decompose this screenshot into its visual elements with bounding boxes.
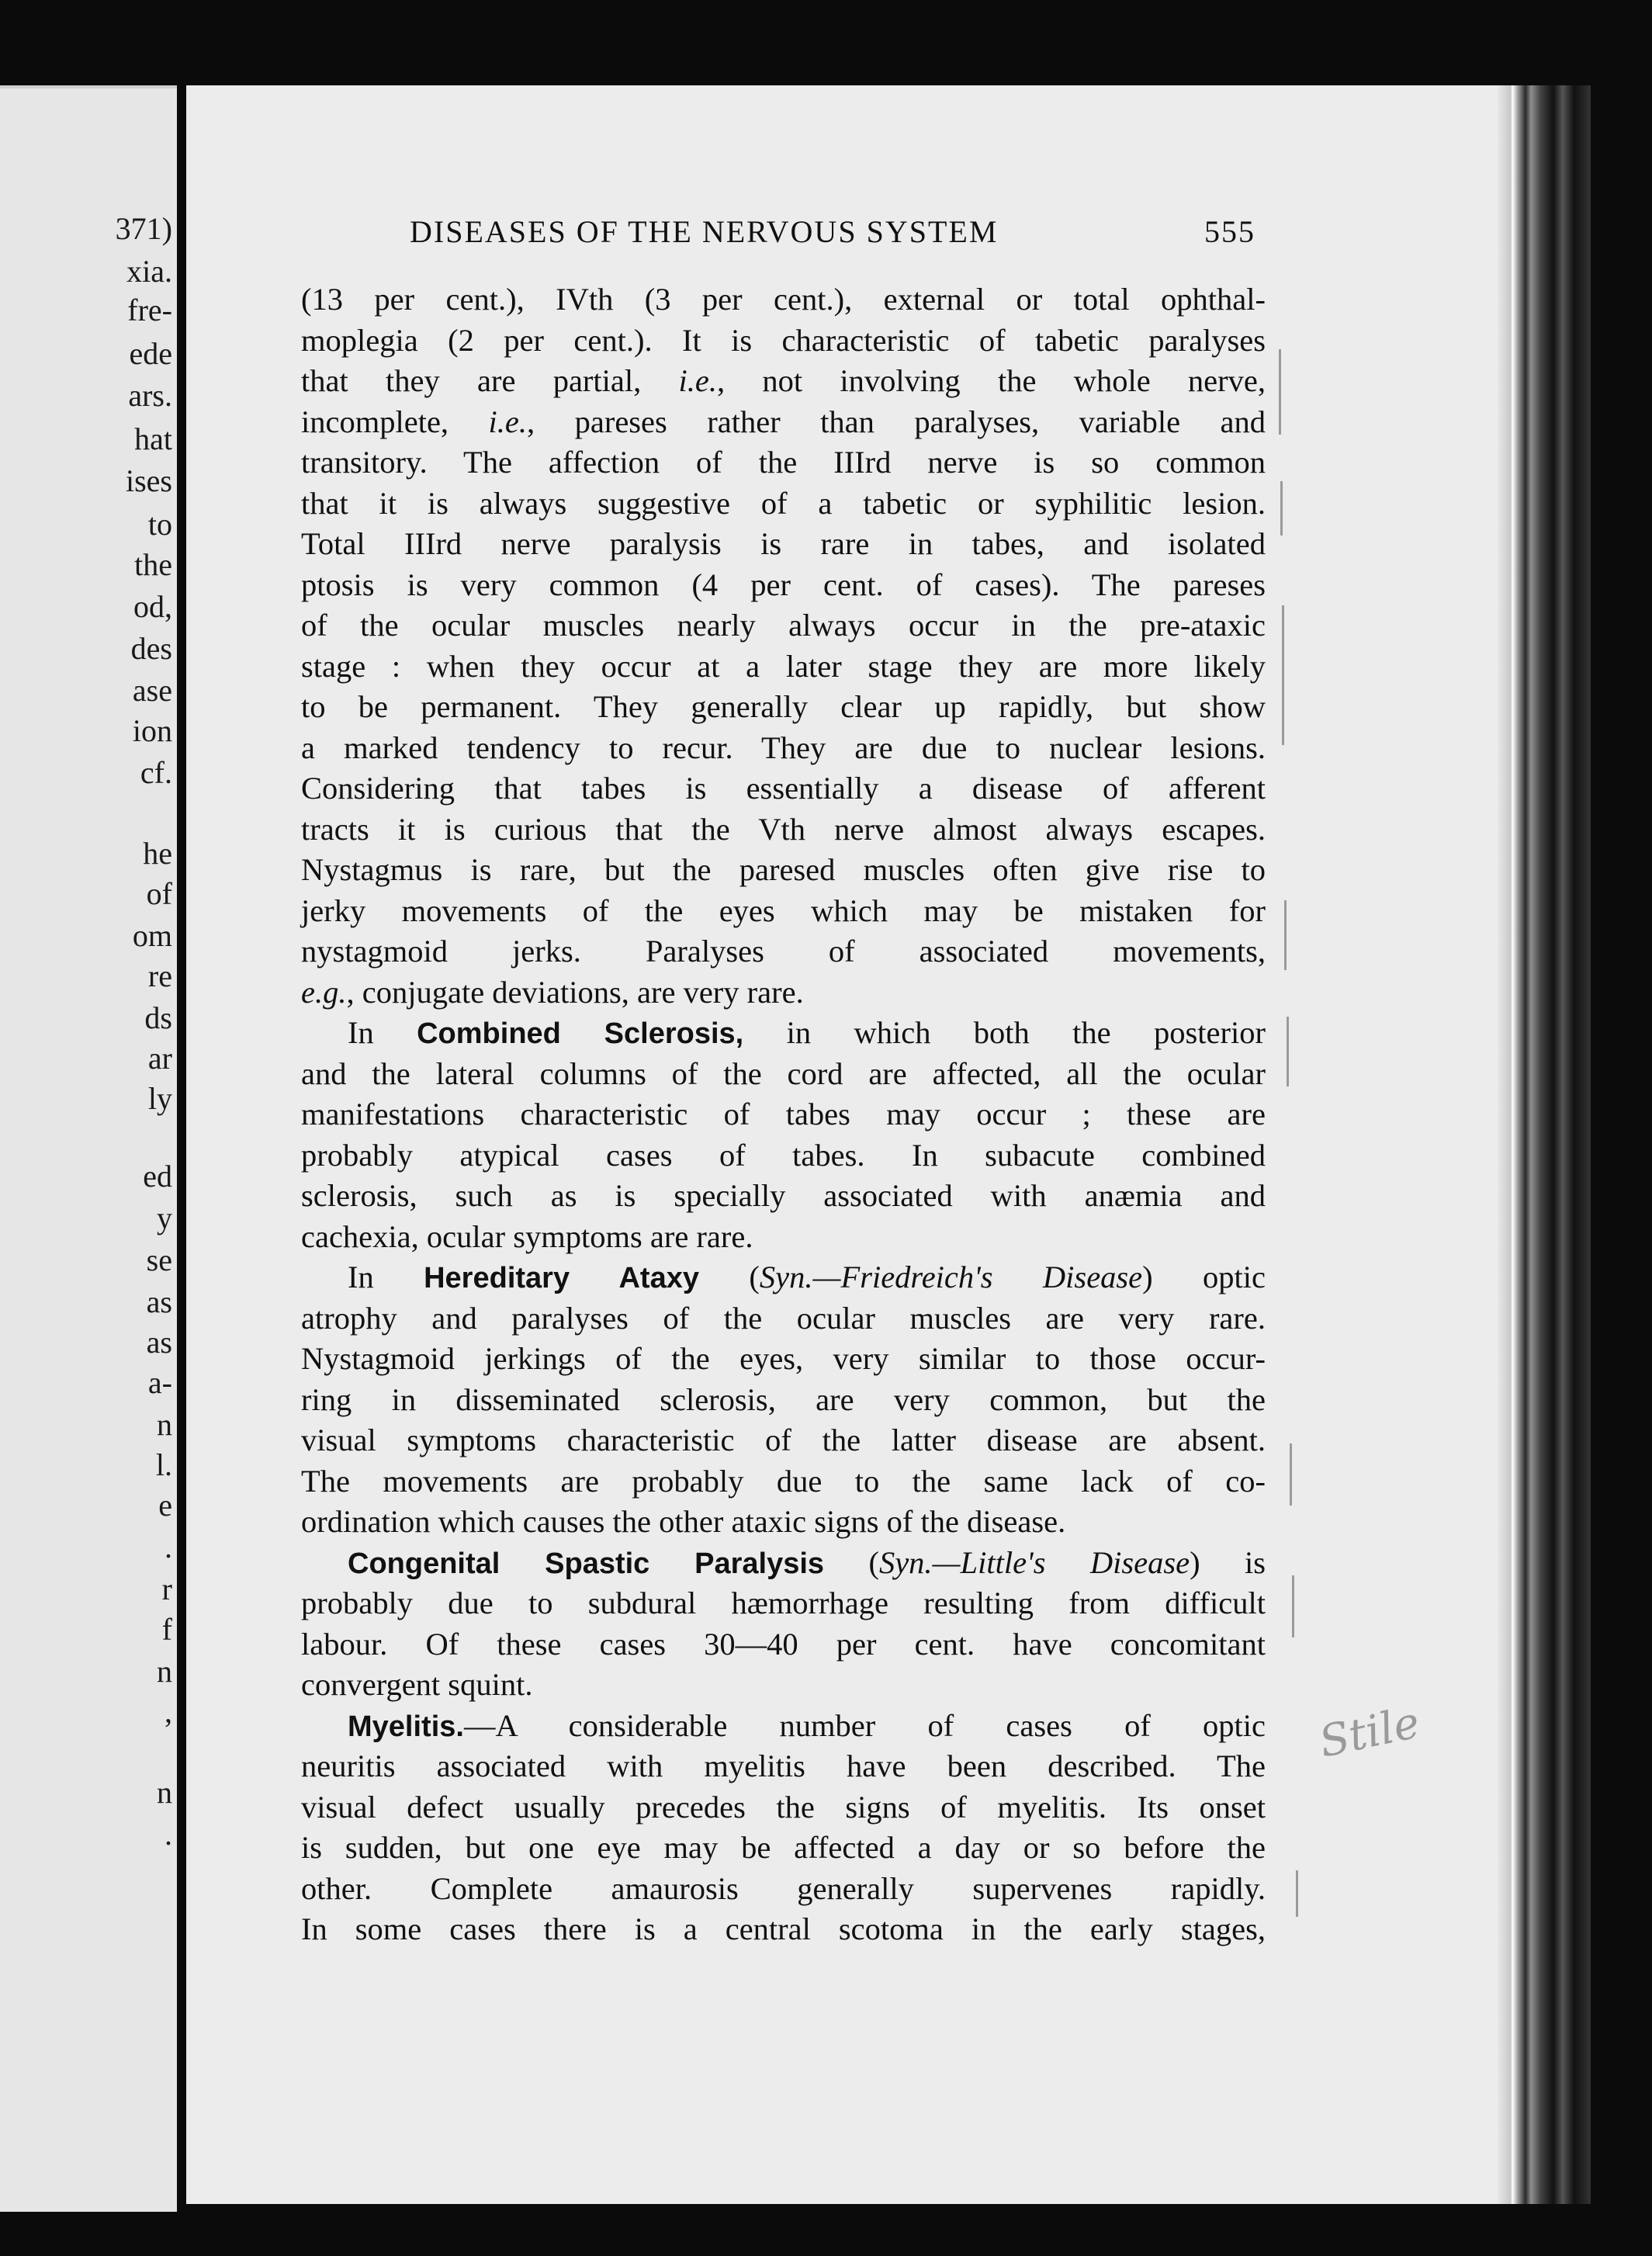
text-segment: Considering that tabes is essentially a disease of afferent: [301, 771, 1266, 806]
text-line: [301, 1583, 1266, 1624]
text-line: [301, 1828, 1266, 1869]
text-segment: , pareses rather than paralyses, variable and: [527, 404, 1266, 439]
left-page-fragment: om: [132, 918, 172, 953]
text-segment: that it is always suggestive of a tabetic or syphilitic lesion.: [301, 485, 1266, 521]
text-line: [301, 1135, 1266, 1177]
text-line: [301, 1298, 1266, 1339]
text-line: [301, 1706, 1266, 1747]
left-page-fragment: ede: [129, 336, 172, 371]
left-page-fragment: .: [165, 1817, 172, 1852]
text-segment: ) is: [1190, 1544, 1266, 1580]
bold-heading: Congenital Spastic Paralysis: [348, 1547, 825, 1580]
text-segment: to be permanent. They generally clear up rapidly, but show: [301, 689, 1266, 724]
text-line: [301, 1665, 1266, 1706]
text-segment: ordination which causes the other ataxic signs of the disease.: [301, 1504, 1066, 1539]
left-page: [0, 85, 177, 2212]
text-segment: Nystagmus is rare, but the paresed muscles often give rise to: [301, 852, 1266, 887]
text-segment: The movements are probably due to the same lack of co-: [301, 1463, 1266, 1499]
text-line: [301, 646, 1266, 688]
text-segment: transitory. The affection of the IIIrd nerve is so common: [301, 445, 1266, 480]
bold-heading: Myelitis.: [348, 1710, 464, 1743]
text-segment: —A considerable number of cases of optic: [463, 1707, 1266, 1743]
left-page-fragment: xia.: [126, 254, 172, 289]
italic-text: i.e.: [678, 363, 718, 398]
pencil-margin-line: [1282, 605, 1284, 745]
left-page-edge: [0, 85, 177, 88]
text-line: [301, 768, 1266, 809]
text-segment: jerky movements of the eyes which may be mistaken for: [301, 892, 1266, 928]
text-line: [301, 1380, 1266, 1421]
left-page-fragment: to: [147, 507, 172, 542]
pencil-margin-line: [1280, 481, 1283, 535]
text-line: [301, 728, 1266, 769]
text-segment: in which both the posterior: [743, 1015, 1266, 1050]
text-segment: Total IIIrd nerve paralysis is rare in tabes, and isolated: [301, 526, 1266, 561]
text-segment: a marked tendency to recur. They are due to nuclear lesions.: [301, 729, 1266, 765]
text-line: [301, 1094, 1266, 1135]
left-page-fragment: he: [143, 836, 172, 871]
text-segment: other. Complete amaurosis generally supervenes rapidly.: [301, 1870, 1266, 1906]
text-line: [301, 279, 1266, 321]
italic-text: e.g.: [301, 974, 347, 1010]
left-page-fragment: re: [147, 958, 172, 993]
text-line: [301, 1543, 1266, 1584]
text-segment: ) optic: [1142, 1260, 1266, 1294]
text-line: [301, 321, 1266, 362]
text-segment: incomplete,: [301, 404, 489, 439]
left-page-fragment: ars.: [128, 378, 172, 413]
text-segment: and the lateral columns of the cord are affected, all the ocular: [301, 1055, 1266, 1091]
left-page-fragment: n: [157, 1407, 172, 1442]
left-page-fragment: n: [157, 1775, 172, 1810]
bold-heading: Combined Sclerosis,: [417, 1017, 744, 1050]
pencil-margin-line: [1290, 1443, 1292, 1506]
text-segment: labour. Of these cases 30—40 per cent. have concomitant: [301, 1626, 1266, 1662]
text-line: [301, 483, 1266, 525]
text-segment: visual defect usually precedes the signs of myelitis. Its onset: [301, 1789, 1266, 1825]
italic-text: i.e.: [488, 404, 528, 439]
text-line: [301, 605, 1266, 646]
text-segment: probably due to subdural hæmorrhage resulting from difficult: [301, 1585, 1266, 1620]
bold-heading: Hereditary Ataxy: [424, 1262, 699, 1294]
text-segment: , not involving the whole nerve,: [717, 363, 1266, 398]
pencil-margin-line: [1284, 900, 1287, 970]
text-segment: (13 per cent.), IVth (3 per cent.), external or total ophthal-: [301, 282, 1266, 317]
pencil-margin-line: [1296, 1870, 1298, 1917]
text-segment: In some cases there is a central scotoma in the early stages,: [301, 1911, 1266, 1946]
italic-text: Syn.—Little's Disease: [878, 1544, 1190, 1580]
text-line: [301, 1420, 1266, 1461]
text-segment: Nystagmoid jerkings of the eyes, very similar to those occur-: [301, 1341, 1266, 1376]
text-line: [301, 1339, 1266, 1380]
pencil-annotation: Stile: [1314, 1697, 1425, 1768]
text-segment: is sudden, but one eye may be affected a day or so before the: [301, 1830, 1266, 1865]
running-head: [410, 208, 1255, 255]
text-line: [301, 1746, 1266, 1787]
pencil-margin-line: [1292, 1575, 1294, 1637]
text-segment: atrophy and paralyses of the ocular muscles are very rare.: [301, 1300, 1266, 1336]
text-line: [301, 524, 1266, 565]
left-page-fragment: hat: [134, 421, 172, 456]
text-line: [301, 1461, 1266, 1502]
text-segment: ptosis is very common (4 per cent. of cases). The pareses: [301, 567, 1266, 602]
text-line: [301, 931, 1266, 972]
text-segment: (: [824, 1544, 879, 1580]
pencil-margin-line: [1287, 1017, 1289, 1086]
text-segment: (: [698, 1260, 760, 1294]
text-segment: In: [348, 1260, 424, 1294]
left-page-fragment: n: [157, 1654, 172, 1689]
left-page-fragment: r: [161, 1572, 172, 1606]
text-line: [301, 687, 1266, 728]
left-page-fragment: cf.: [140, 755, 172, 790]
text-segment: convergent squint.: [301, 1667, 533, 1702]
text-line: [301, 1217, 1266, 1258]
text-segment: nystagmoid jerks. Paralyses of associated movements,: [301, 934, 1266, 969]
left-page-fragment: ly: [147, 1081, 172, 1116]
text-segment: sclerosis, such as is specially associated with anæmia and: [301, 1178, 1266, 1213]
text-line: [301, 1257, 1266, 1298]
text-line: [301, 1787, 1266, 1828]
text-segment: In: [348, 1015, 417, 1050]
text-segment: , conjugate deviations, are very rare.: [346, 974, 804, 1010]
text-line: [301, 850, 1266, 891]
left-page-fragment: e: [158, 1488, 172, 1523]
text-line: [301, 402, 1266, 443]
text-line: [301, 565, 1266, 606]
left-page-fragment: l.: [155, 1447, 172, 1482]
left-page-fragment: as: [146, 1284, 172, 1319]
left-page-fragment: ,: [165, 1694, 172, 1729]
text-segment: tracts it is curious that the Vth nerve almost always escapes.: [301, 811, 1266, 847]
text-segment: cachexia, ocular symptoms are rare.: [301, 1218, 753, 1254]
text-line: [301, 1176, 1266, 1217]
text-segment: visual symptoms characteristic of the latter disease are absent.: [301, 1423, 1266, 1457]
text-segment: neuritis associated with myelitis have been described. The: [301, 1748, 1266, 1783]
text-segment: of the ocular muscles nearly always occur in the pre-ataxic: [301, 608, 1266, 643]
left-page-fragment: y: [157, 1201, 172, 1235]
text-line: [301, 972, 1266, 1014]
text-segment: manifestations characteristic of tabes may occur ; these are: [301, 1097, 1266, 1131]
left-page-fragment: the: [134, 547, 172, 582]
left-page-fragment: of: [146, 876, 172, 911]
left-page-fragment: se: [146, 1242, 172, 1277]
text-segment: probably atypical cases of tabes. In subacute combined: [301, 1137, 1266, 1173]
left-page-fragment: 371): [115, 211, 172, 246]
left-page-fragment: ds: [144, 1000, 172, 1035]
left-page-fragment: f: [161, 1612, 172, 1647]
page-stack-edge: [1498, 85, 1591, 2204]
pencil-margin-line: [1279, 349, 1281, 435]
left-page-fragment: ed: [143, 1159, 172, 1194]
text-line: [301, 1054, 1266, 1095]
left-page-fragment: ar: [147, 1041, 172, 1076]
left-page-fragment: des: [130, 631, 172, 666]
italic-text: Syn.—Friedreich's Disease: [759, 1260, 1143, 1294]
text-segment: moplegia (2 per cent.). It is characteristic of tabetic paralyses: [301, 322, 1266, 358]
left-page-fragment: od,: [133, 589, 172, 624]
text-line: [301, 442, 1266, 483]
left-page-fragment: ion: [132, 713, 172, 748]
text-segment: ring in disseminated sclerosis, are very common, but the: [301, 1381, 1266, 1417]
text-segment: stage : when they occur at a later stage they are more likely: [301, 648, 1266, 684]
text-segment: that they are partial,: [301, 363, 679, 398]
text-line: [301, 1869, 1266, 1910]
text-line: [301, 1909, 1266, 1950]
text-line: [301, 361, 1266, 402]
left-page-fragment: a-: [147, 1365, 172, 1400]
body-text: [301, 279, 1266, 1950]
left-page-fragment: ase: [132, 673, 172, 708]
left-page-fragment: fre-: [127, 293, 172, 327]
running-title: DISEASES OF THE NERVOUS SYSTEM: [410, 213, 999, 249]
page-number: 555: [1204, 213, 1255, 249]
text-line: [301, 1013, 1266, 1054]
left-page-fragment: ises: [126, 463, 172, 498]
text-line: [301, 891, 1266, 932]
left-page-fragment: .: [165, 1530, 172, 1565]
text-line: [301, 1502, 1266, 1543]
text-line: [301, 809, 1266, 851]
text-line: [301, 1624, 1266, 1665]
left-page-fragment: as: [146, 1325, 172, 1360]
